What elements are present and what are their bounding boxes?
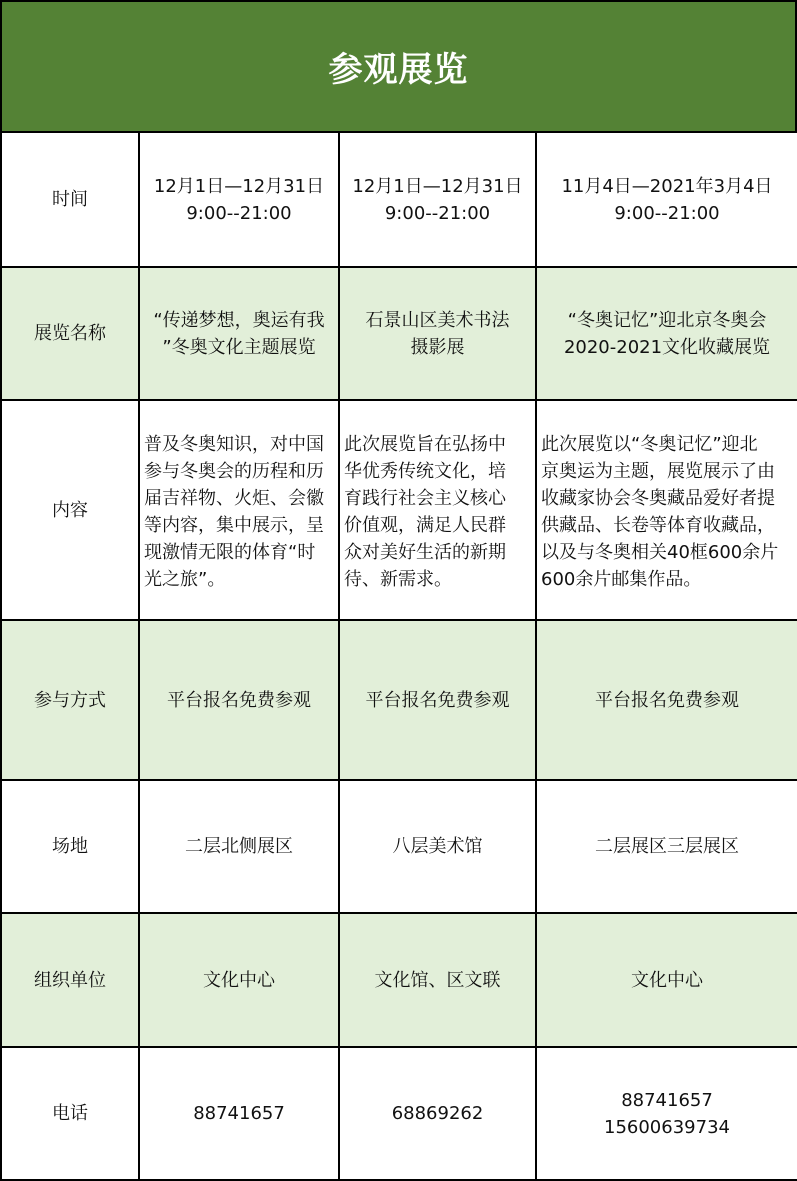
table-body — [1, 132, 797, 1180]
cell-line: 二层北侧展区 — [185, 836, 293, 857]
cell-line: 88741657 — [193, 1103, 285, 1124]
cell-line: 华优秀传统文化，培 — [344, 461, 506, 482]
cell-line: 参与冬奥会的历程和历 — [144, 461, 324, 482]
cell-line: 9:00--21:00 — [384, 202, 491, 224]
cell-participation-1 — [139, 620, 339, 780]
cell-exhibition-name-1 — [139, 267, 339, 400]
cell-line: 八层美术馆 — [392, 836, 483, 857]
table-row-organizer — [1, 913, 797, 1047]
cell-venue-3 — [536, 780, 797, 913]
cell-line: 此次展览旨在弘扬中 — [344, 434, 506, 455]
cell-line: 收藏家协会冬奥藏品爱好者提 — [541, 488, 775, 509]
cell-line: 二层展区三层展区 — [595, 836, 739, 857]
cell-line: 待、新需求。 — [344, 569, 452, 590]
table-row-participation — [1, 620, 797, 780]
cell-phone-3 — [536, 1047, 797, 1180]
cell-line: 京奥运为主题，展览展示了由 — [541, 461, 775, 482]
cell-line: “传递梦想，奥运有我 — [153, 309, 325, 331]
cell-line: 68869262 — [391, 1103, 484, 1124]
cell-line: 光之旅”。 — [144, 569, 226, 590]
cell-line: 12月1日—12月31日 — [153, 175, 325, 197]
cell-organizer-2 — [339, 913, 536, 1047]
cell-line: 平台报名免费参观 — [167, 689, 311, 711]
cell-line: 平台报名免费参观 — [595, 689, 739, 711]
cell-phone-2 — [339, 1047, 536, 1180]
cell-time-1 — [139, 132, 339, 267]
row-label-venue: 场地 — [1, 780, 139, 913]
row-label-exhibition-name: 展览名称 — [1, 267, 139, 400]
cell-line: 等内容，集中展示，呈 — [144, 515, 324, 536]
cell-line: 育践行社会主义核心 — [344, 488, 506, 509]
cell-line: 文化馆、区文联 — [374, 969, 501, 991]
cell-venue-1 — [139, 780, 339, 913]
cell-line: 2020-2021文化收藏展览 — [563, 336, 771, 358]
row-label-organizer: 组织单位 — [1, 913, 139, 1047]
cell-content-2 — [339, 400, 536, 620]
cell-line: 600余片邮集作品。 — [541, 569, 702, 590]
row-label-phone: 电话 — [1, 1047, 139, 1180]
cell-line: 此次展览以“冬奥记忆”迎北 — [541, 434, 758, 455]
cell-line: 价值观，满足人民群 — [344, 515, 506, 536]
cell-line: 文化中心 — [631, 969, 703, 991]
cell-line: 平台报名免费参观 — [365, 689, 510, 711]
row-label-participation: 参与方式 — [1, 620, 139, 780]
cell-exhibition-name-3 — [536, 267, 797, 400]
cell-line: ”冬奥文化主题展览 — [162, 336, 316, 358]
cell-venue-2 — [339, 780, 536, 913]
cell-phone-1 — [139, 1047, 339, 1180]
cell-line: 文化中心 — [203, 969, 275, 991]
cell-time-3 — [536, 132, 797, 267]
cell-time-2 — [339, 132, 536, 267]
cell-line: “冬奥记忆”迎北京冬奥会 — [567, 309, 767, 331]
cell-organizer-1 — [139, 913, 339, 1047]
cell-line: 11月4日—2021年3月4日 — [561, 175, 773, 197]
cell-line: 普及冬奥知识，对中国 — [144, 434, 324, 455]
table-row-exhibition-name — [1, 267, 797, 400]
page-title: 参观展览 — [328, 50, 469, 90]
cell-exhibition-name-2 — [339, 267, 536, 400]
table-row-time — [1, 132, 797, 267]
cell-content-1 — [139, 400, 339, 620]
table-row-content — [1, 400, 797, 620]
cell-line: 15600639734 — [604, 1116, 730, 1138]
row-label-content: 内容 — [1, 400, 139, 620]
cell-line: 供藏品、长卷等体育收藏品， — [541, 515, 775, 536]
exhibition-table — [0, 131, 797, 1181]
cell-content-3 — [536, 400, 797, 620]
cell-line: 12月1日—12月31日 — [352, 175, 523, 197]
cell-line: 石景山区美术书法 — [365, 309, 510, 331]
cell-line: 9:00--21:00 — [614, 202, 720, 224]
cell-line: 届吉祥物、火炬、会徽 — [144, 488, 324, 509]
cell-line: 摄影展 — [410, 336, 465, 358]
title-bar — [0, 0, 797, 133]
table-row-venue — [1, 780, 797, 913]
row-label-time: 时间 — [1, 132, 139, 267]
table-row-phone — [1, 1047, 797, 1180]
cell-participation-3 — [536, 620, 797, 780]
cell-organizer-3 — [536, 913, 797, 1047]
cell-line: 9:00--21:00 — [186, 202, 292, 224]
cell-participation-2 — [339, 620, 536, 780]
cell-line: 以及与冬奥相关40框600余片 — [541, 542, 779, 563]
cell-line: 88741657 — [621, 1089, 713, 1111]
cell-line: 众对美好生活的新期 — [344, 542, 506, 563]
cell-line: 现激情无限的体育“时 — [144, 542, 316, 563]
